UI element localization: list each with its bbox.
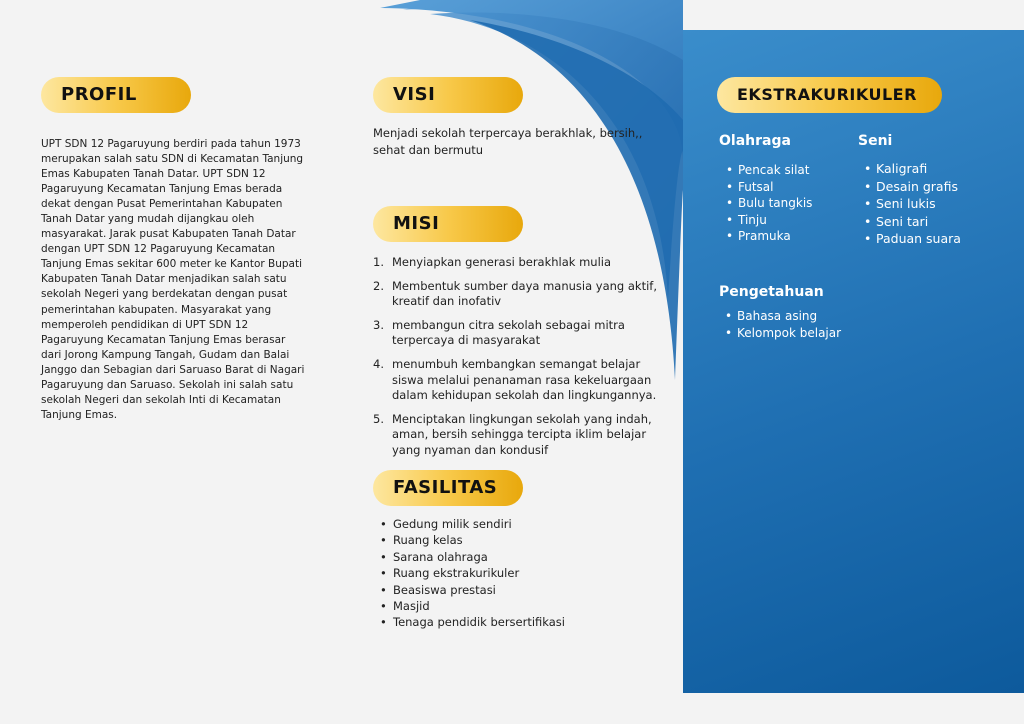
profil-heading: PROFIL xyxy=(41,77,191,113)
list-item-text: membangun citra sekolah sebagai mitra terpercaya di masyarakat xyxy=(392,317,625,348)
list-item: • Ruang ekstrakurikuler xyxy=(380,565,565,581)
ekstrakurikuler-panel xyxy=(683,30,1024,693)
list-item: • Gedung milik sendiri xyxy=(380,516,565,532)
list-item: • Seni tari xyxy=(862,213,961,231)
list-item: • Pencak silat xyxy=(724,162,812,179)
pengetahuan-title: Pengetahuan xyxy=(719,284,824,300)
list-item: • Sarana olahraga xyxy=(380,549,565,565)
list-item: • Tinju xyxy=(724,212,812,229)
list-item: • Tenaga pendidik bersertifikasi xyxy=(380,614,565,630)
fasilitas-list xyxy=(380,516,565,631)
list-item xyxy=(373,357,673,404)
misi-heading: MISI xyxy=(373,206,523,242)
list-item-text: Membentuk sumber daya manusia yang aktif, kreatif dan inofativ xyxy=(392,278,657,309)
visi-text: Menjadi sekolah terpercaya berakhlak, bersih,, sehat dan bermutu xyxy=(373,126,643,157)
list-item: • Bulu tangkis xyxy=(724,195,812,212)
list-item-text: Menciptakan lingkungan sekolah yang indah, aman, bersih sehingga tercipta iklim belajar yang nyaman dan kondusif xyxy=(392,411,652,457)
list-item: • Beasiswa prestasi xyxy=(380,582,565,598)
list-item xyxy=(373,318,673,349)
list-item-text: Menyiapkan generasi berakhlak mulia xyxy=(392,255,612,269)
list-item-number: 3. xyxy=(373,317,384,332)
seni-title: Seni xyxy=(858,133,893,149)
list-item: • Futsal xyxy=(724,179,812,196)
list-item-number: 4. xyxy=(373,356,384,371)
list-item-number: 2. xyxy=(373,278,384,293)
ekstrakurikuler-heading: EKSTRAKURIKULER xyxy=(717,77,942,113)
olahraga-title: Olahraga xyxy=(719,133,791,149)
profil-text: UPT SDN 12 Pagaruyung berdiri pada tahun 1973 merupakan salah satu SDN di Kecamatan Tanjung Emas Kabupaten Tanah Datar. UPT SDN 12 Pagaruyung Kecamatan Tanjung Emas berada dekat dengan Pusat Pemerintahan Kabupaten Tanah Datar yang mudah dijangkau oleh masyarakat. Jarak pusat Kabupaten Tanah Datar dengan UPT SDN 12 Pagaruyung Kecamatan Tanjung Emas sekitar 600 meter ke Kantor Bupati Kabupaten Tanah Datar menjadikan salah satu sekolah Negeri yang berdekatan dengan pusat pemerintahan kabupaten. Masyarakat yang memperoleh pendidikan di UPT SDN 12 Pagaruyung Kecamatan Tanjung Emas berasar dari Jorong Kampung Tangah, Gudam dan Balai Janggo dan Sebagian dari Saruaso Barat di Nagari Pagaruyung dan Saruaso. Sekolah ini salah satu sekolah Negeri dan sekolah Inti di Kecamatan Tanjung Emas. xyxy=(41,138,305,421)
olahraga-list xyxy=(724,162,812,245)
list-item-text: menumbuh kembangkan semangat belajar siswa melalui penanaman rasa kekeluargaan dalam kehidupan sekolah dan lingkungannya. xyxy=(392,356,657,403)
fasilitas-heading: FASILITAS xyxy=(373,470,523,506)
list-item xyxy=(373,279,673,310)
pengetahuan-list xyxy=(723,308,841,341)
list-item: • Desain grafis xyxy=(862,178,961,196)
list-item: • Pramuka xyxy=(724,228,812,245)
visi-heading: VISI xyxy=(373,77,523,113)
list-item-number: 5. xyxy=(373,411,384,426)
list-item: • Seni lukis xyxy=(862,195,961,213)
list-item-number: 1. xyxy=(373,255,384,269)
list-item: • Bahasa asing xyxy=(723,308,841,325)
list-item xyxy=(373,255,673,271)
list-item xyxy=(373,412,673,459)
list-item: • Kaligrafi xyxy=(862,160,961,178)
list-item: • Ruang kelas xyxy=(380,532,565,548)
list-item: • Masjid xyxy=(380,598,565,614)
list-item: • Paduan suara xyxy=(862,230,961,248)
seni-list xyxy=(862,160,961,248)
misi-list xyxy=(373,255,673,467)
list-item: • Kelompok belajar xyxy=(723,325,841,342)
